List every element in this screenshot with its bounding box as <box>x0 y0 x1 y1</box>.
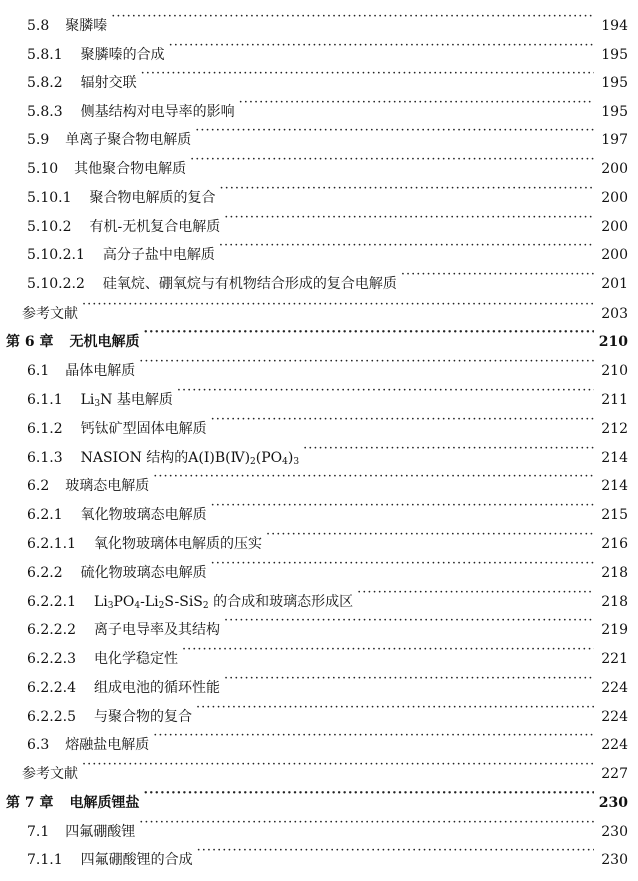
entry-number: 6.2.1 <box>27 507 63 523</box>
entry-title: 离子电导率及其结构 <box>93 622 220 638</box>
page-number: 194 <box>601 18 628 34</box>
toc-entry <box>27 580 628 611</box>
entry-number: 6.1.3 <box>27 450 63 466</box>
page-number: 210 <box>598 334 628 350</box>
page-number: 200 <box>601 219 628 235</box>
entry-title: 玻璃态电解质 <box>65 478 150 494</box>
dot-leader <box>139 810 594 836</box>
entry-number: 6.2.2.4 <box>27 680 76 696</box>
toc-entry <box>27 33 628 63</box>
dot-leader <box>224 666 594 692</box>
toc-entry <box>27 262 628 292</box>
toc-entry <box>27 723 628 753</box>
entry-number: 7.1.1 <box>27 852 63 868</box>
toc-entry <box>27 205 628 235</box>
dot-leader <box>196 695 594 721</box>
toc-entry <box>27 838 628 868</box>
dot-leader <box>111 4 594 30</box>
page-number: 224 <box>601 680 628 696</box>
page-number: 218 <box>601 594 628 610</box>
entry-number: 6.2.2.3 <box>27 651 76 667</box>
page-number: 218 <box>601 565 628 581</box>
entry-number: 5.8.2 <box>27 75 63 91</box>
entry-number: 6.2 <box>27 478 50 494</box>
toc-entry <box>27 233 628 263</box>
dot-leader <box>224 205 594 231</box>
toc-entry <box>27 493 628 523</box>
entry-number: 6.2.2.2 <box>27 622 76 638</box>
toc-entry <box>27 436 628 467</box>
entry-title: 辐射交联 <box>80 75 137 91</box>
entry-number: 6.3 <box>27 737 50 753</box>
entry-title: 聚膦嗪 <box>65 18 108 34</box>
entry-title: 电化学稳定性 <box>93 651 178 667</box>
page-number: 215 <box>601 507 628 523</box>
toc-entry <box>27 551 628 581</box>
page-number: 216 <box>601 536 628 552</box>
entry-number: 5.8.3 <box>27 104 63 120</box>
page-number: 212 <box>601 421 628 437</box>
toc-entry <box>27 637 628 667</box>
entry-number: 6.2.1.1 <box>27 536 76 552</box>
toc-entry <box>27 522 628 552</box>
entry-number: 5.10.2 <box>27 219 72 235</box>
toc-entry <box>27 810 628 840</box>
entry-number: 6.1.1 <box>27 392 63 408</box>
page-number: 203 <box>601 306 628 322</box>
entry-title: 侧基结构对电导率的影响 <box>80 104 235 120</box>
entry-title: 组成电池的循环性能 <box>93 680 220 696</box>
toc-entry <box>27 608 628 638</box>
entry-title: 与聚合物的复合 <box>93 709 192 725</box>
entry-number: 5.8 <box>27 18 50 34</box>
page-number: 227 <box>601 766 628 782</box>
dot-leader <box>219 233 594 259</box>
entry-title: 参考文献 <box>22 306 78 322</box>
dot-leader <box>144 781 595 807</box>
page-number: 224 <box>601 737 628 753</box>
entry-title: 有机-无机复合电解质 <box>89 219 221 235</box>
page-number: 210 <box>601 363 628 379</box>
dot-leader <box>82 752 594 778</box>
page-number: 200 <box>601 247 628 263</box>
page-number: 214 <box>601 478 628 494</box>
dot-leader <box>190 147 594 173</box>
dot-leader <box>139 349 594 375</box>
entry-title: NASION 结构的$A(Ⅰ)B(Ⅳ)_2(PO_4)_3$ <box>80 450 300 467</box>
page-number: 230 <box>598 795 628 811</box>
dot-leader <box>153 464 594 490</box>
entry-title: 高分子盐中电解质 <box>102 247 215 263</box>
toc-entry <box>27 118 628 148</box>
entry-title: 电解质锂盐 <box>69 795 140 811</box>
entry-number: 第 7 章 <box>6 795 54 811</box>
entry-title: $Li_3PO_4-Li_2S-SiS_2$ 的合成和玻璃态形成区 <box>93 594 354 611</box>
dot-leader <box>220 176 594 202</box>
entry-title: 钙钛矿型固体电解质 <box>80 421 207 437</box>
dot-leader <box>153 723 594 749</box>
page-number: 197 <box>601 132 628 148</box>
dot-leader <box>303 436 594 462</box>
entry-title: 硅氧烷、硼氧烷与有机物结合形成的复合电解质 <box>102 276 397 292</box>
entry-number: 6.2.2.1 <box>27 594 76 610</box>
page-number: 230 <box>601 852 628 868</box>
page-number: 211 <box>601 392 628 408</box>
toc-entry <box>6 781 628 811</box>
dot-leader <box>182 637 594 663</box>
entry-title: 氧化物玻璃态电解质 <box>80 507 207 523</box>
toc-entry <box>27 695 628 725</box>
toc-entry <box>22 292 628 322</box>
page-number: 195 <box>601 104 628 120</box>
entry-title: 晶体电解质 <box>65 363 136 379</box>
entry-number: 5.9 <box>27 132 50 148</box>
dot-leader <box>195 118 594 144</box>
page-number: 200 <box>601 161 628 177</box>
entry-title: $Li_3N$ 基电解质 <box>80 392 173 409</box>
toc-entry <box>27 90 628 120</box>
entry-title: 聚膦嗪的合成 <box>80 47 165 63</box>
page-number: 195 <box>601 75 628 91</box>
dot-leader <box>144 320 595 346</box>
toc-entry <box>22 752 628 782</box>
entry-number: 5.8.1 <box>27 47 63 63</box>
page-number: 195 <box>601 47 628 63</box>
page-number: 224 <box>601 709 628 725</box>
dot-leader <box>169 33 594 59</box>
page-number: 214 <box>601 450 628 466</box>
entry-title: 硫化物玻璃态电解质 <box>80 565 207 581</box>
dot-leader <box>82 292 594 318</box>
entry-title: 聚合物电解质的复合 <box>89 190 216 206</box>
entry-title: 四氟硼酸锂 <box>65 824 136 840</box>
entry-title: 其他聚合物电解质 <box>74 161 187 177</box>
toc-entry <box>27 349 628 379</box>
entry-number: 7.1 <box>27 824 50 840</box>
toc-entry <box>27 464 628 494</box>
toc-entry <box>27 378 628 409</box>
dot-leader <box>197 838 594 864</box>
dot-leader <box>401 262 594 288</box>
dot-leader <box>224 608 594 634</box>
toc-entry <box>27 666 628 696</box>
entry-number: 5.10 <box>27 161 59 177</box>
entry-number: 6.1 <box>27 363 50 379</box>
page-number: 201 <box>601 276 628 292</box>
toc-entry <box>6 320 628 350</box>
toc-entry <box>27 176 628 206</box>
dot-leader <box>239 90 594 116</box>
dot-leader <box>211 407 594 433</box>
dot-leader <box>211 551 594 577</box>
page-number: 230 <box>601 824 628 840</box>
dot-leader <box>177 378 594 404</box>
entry-number: 5.10.1 <box>27 190 72 206</box>
dot-leader <box>211 493 594 519</box>
entry-title: 单离子聚合物电解质 <box>65 132 192 148</box>
entry-title: 参考文献 <box>22 766 78 782</box>
entry-number: 5.10.2.1 <box>27 247 85 263</box>
dot-leader <box>141 61 594 87</box>
dot-leader <box>266 522 594 548</box>
entry-number: 6.1.2 <box>27 421 63 437</box>
entry-title: 氧化物玻璃体电解质的压实 <box>93 536 262 552</box>
toc-entry <box>27 61 628 91</box>
entry-number: 第 6 章 <box>6 334 54 350</box>
page-number: 221 <box>601 651 628 667</box>
toc-entry <box>27 147 628 177</box>
entry-number: 6.2.2 <box>27 565 63 581</box>
toc-entry <box>27 407 628 437</box>
entry-number: 5.10.2.2 <box>27 276 85 292</box>
entry-number: 6.2.2.5 <box>27 709 76 725</box>
entry-title: 无机电解质 <box>69 334 140 350</box>
entry-title: 熔融盐电解质 <box>65 737 150 753</box>
entry-title: 四氟硼酸锂的合成 <box>80 852 193 868</box>
dot-leader <box>357 580 594 606</box>
toc-entry <box>27 4 628 34</box>
page-number: 200 <box>601 190 628 206</box>
page-number: 219 <box>601 622 628 638</box>
